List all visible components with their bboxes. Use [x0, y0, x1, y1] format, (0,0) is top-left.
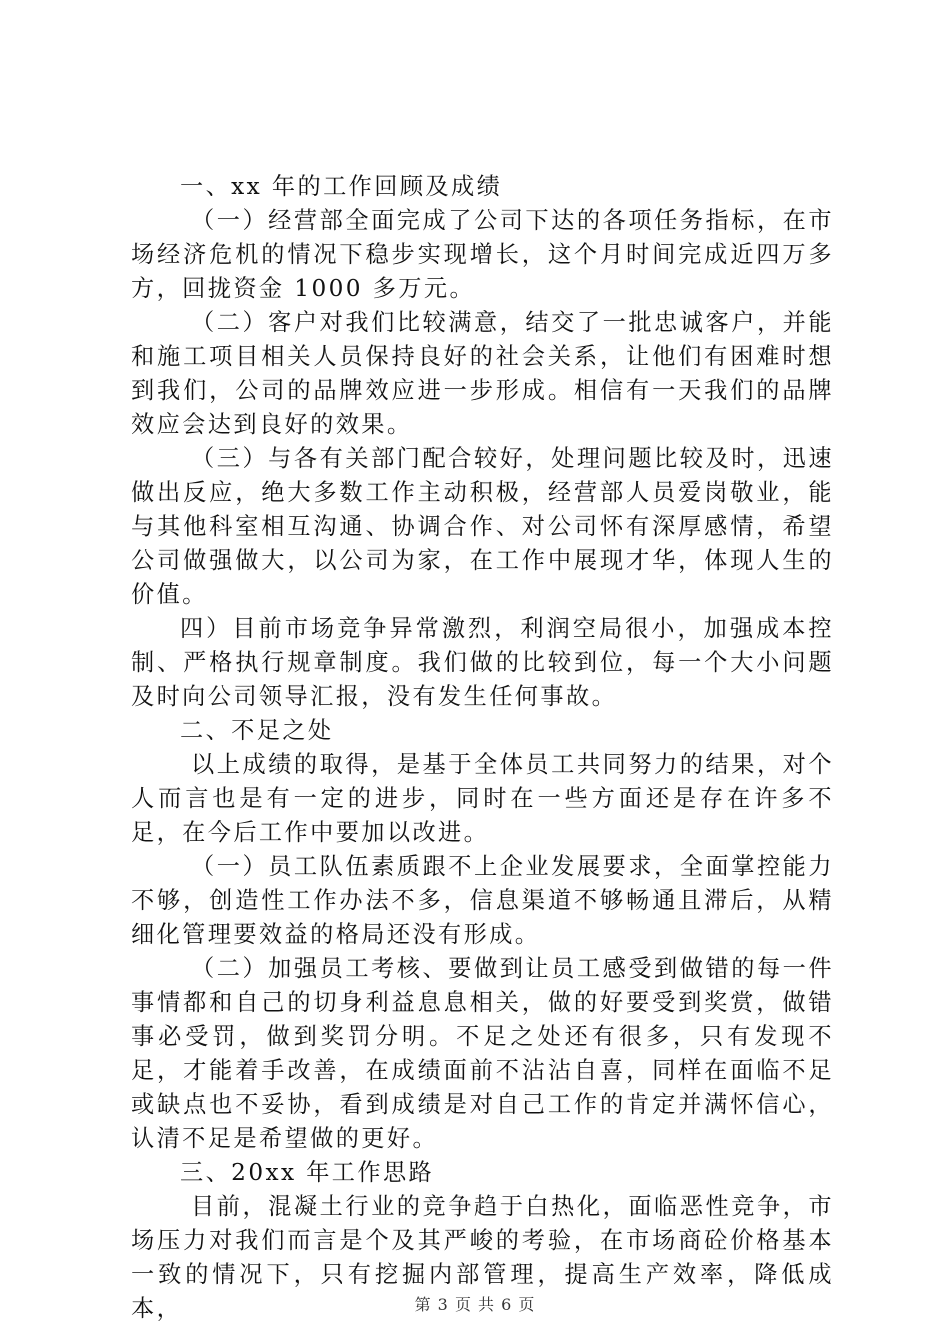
document-body — [131, 170, 834, 1326]
paragraph-shortcoming-2: （二）加强员工考核、要做到让员工感受到做错的每一件事情都和自己的切身利益息息相关，做的好要受到奖赏，做错事必受罚，做到奖罚分明。不足之处还有很多，只有发现不足，才能着手改善，在成绩面前不沾沾自喜，同样在面临不足或缺点也不妥协，看到成绩是对自己工作的肯定并满怀信心，认清不足是希望做的更好。 — [131, 955, 834, 1152]
paragraph-achievement-3: （三）与各有关部门配合较好，处理问题比较及时，迅速做出反应，绝大多数工作主动积极，经营部人员爱岗敬业，能与其他科室相互沟通、协调合作、对公司怀有深厚感情，希望公司做强做大，以公司为家，在工作中展现才华，体现人生的价值。 — [131, 445, 834, 608]
paragraph-achievement-2: （二）客户对我们比较满意，结交了一批忠诚客户，并能和施工项目相关人员保持良好的社会关系，让他们有困难时想到我们，公司的品牌效应进一步形成。相信有一天我们的品牌效应会达到良好的效果。 — [131, 309, 834, 438]
section-heading-2: 二、不足之处 — [180, 717, 334, 744]
page-number-footer: 第 3 页 共 6 页 — [414, 1295, 536, 1314]
section-heading-1: 一、xx 年的工作回顾及成绩 — [180, 173, 503, 200]
section-heading-3: 三、20xx 年工作思路 — [180, 1159, 435, 1186]
paragraph-achievement-4: 四）目前市场竞争异常激烈，利润空局很小，加强成本控制、严格执行规章制度。我们做的比较到位，每一个大小问题及时向公司领导汇报，没有发生任何事故。 — [131, 615, 834, 710]
paragraph-shortcoming-1: （一）员工队伍素质跟不上企业发展要求，全面掌控能力不够，创造性工作办法不多，信息渠道不够畅通且滞后，从精细化管理要效益的格局还没有形成。 — [131, 853, 834, 948]
paragraph-plan-intro: 目前，混凝土行业的竞争趋于白热化，面临恶性竞争，市场压力对我们而言是个及其严峻的考验，在市场商砼价格基本一致的情况下，只有挖掘内部管理，提高生产效率，降低成本， — [131, 1193, 834, 1322]
paragraph-shortcomings-intro: 以上成绩的取得，是基于全体员工共同努力的结果，对个人而言也是有一定的进步，同时在一些方面还是存在许多不足，在今后工作中要加以改进。 — [131, 751, 834, 846]
paragraph-achievement-1: （一）经营部全面完成了公司下达的各项任务指标，在市场经济危机的情况下稳步实现增长，这个月时间完成近四万多方，回拢资金 1000 多万元。 — [131, 207, 834, 302]
